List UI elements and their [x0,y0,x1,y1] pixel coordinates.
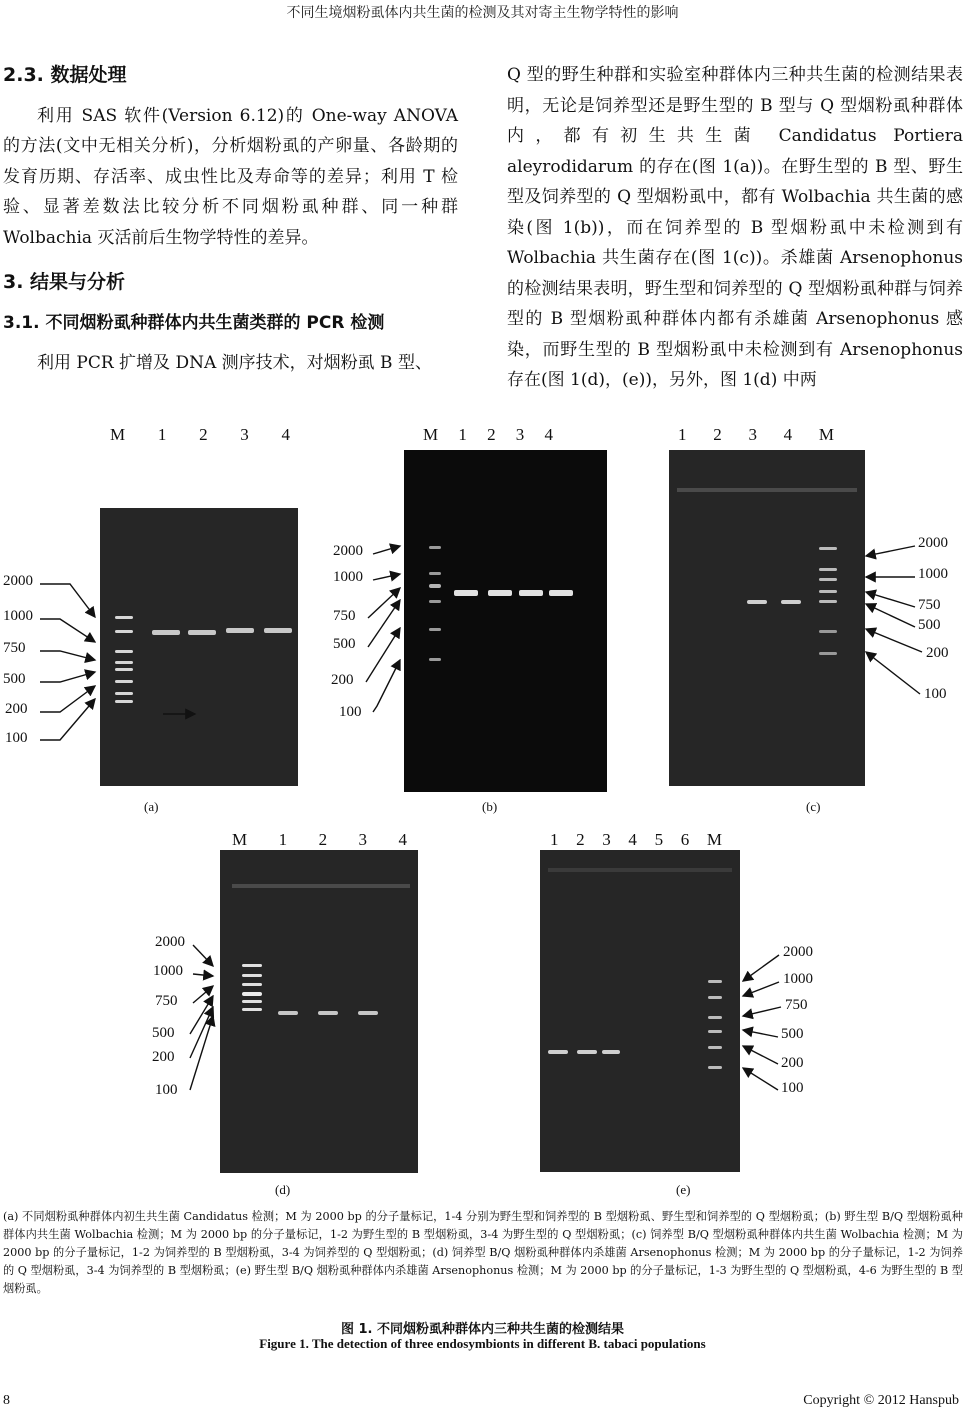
marker-label: 200 [152,1049,175,1065]
marker-label: 500 [333,636,356,652]
marker-label: 200 [331,672,354,688]
marker-label: 500 [918,617,941,633]
marker-label: 1000 [3,608,33,624]
lane-label: 4 [783,425,793,444]
marker-label: 100 [155,1082,178,1098]
figure-title-en: Figure 1. The detection of three endosymbionts in different B. tabaci populations [259,1336,706,1351]
panel-label-e: (e) [676,1182,691,1197]
page-number: 8 [3,1393,10,1408]
marker-label: 750 [155,993,178,1009]
marker-label: 1000 [783,971,813,987]
lane-label: 2 [318,830,328,849]
paragraph-data-processing: 利用 SAS 软件(Version 6.12)的 One-way ANOVA 的方法(文中无相关分析)，分析烟粉虱的产卵量、各龄期的发育历期、存活率、成虫性比及寿命等的差异；利用 T 检验、显著差数法比较分析不同烟粉虱种群、同一种群 Wolbachia 灭活前后生物学特性的差异。 [3,105,458,248]
marker-label: 2000 [3,573,33,589]
lane-label: 4 [628,830,637,849]
panel-label-a: (a) [144,799,159,814]
lane-label: M [818,425,834,444]
lane-label: 1 [550,830,559,849]
lane-label: M [232,830,248,849]
marker-label: 2000 [783,944,813,960]
marker-label: 500 [3,671,26,687]
lane-label: 2 [487,425,496,444]
marker-label: 100 [5,730,28,746]
lane-label: M [706,830,722,849]
marker-label: 1000 [918,566,948,582]
lane-label: 3 [602,830,611,849]
lane-label: 4 [398,830,407,849]
lane-label: 1 [678,425,687,444]
marker-label: 750 [785,997,808,1013]
marker-label: 100 [339,704,362,720]
marker-label: 2000 [333,543,363,559]
figure-caption: (a) 不同烟粉虱种群体内初生共生菌 Candidatus 检测；M 为 2000 bp 的分子量标记，1-4 分别为野生型和饲养型的 B 型烟粉虱、野生型和饲养型的 Q 型烟粉虱；(b) 野生型 B/Q 型烟粉虱种群体内共生菌 Wolbachia 检测；M 为 2000 bp 的分子量标记，1-2 为野生型的 B 型烟粉虱，3-4 为野生型的 Q 型烟粉虱；(c) 饲养型 B/Q 型烟粉虱种群体内共生菌 Wolbachia 检测；M 为 2000 bp 的分子量标记，1-2 为饲养型的 B 型烟粉虱，3-4 为饲养型的 Q 型烟粉虱；(d) 饲养型 B/Q 烟粉虱种群体内杀雄菌 Arsenophonus 检测；M 为 2000 bp 的分子量标记，1-2 为饲养的 Q 型烟粉虱，3-4 为饲养型的 B 型烟粉虱；(e) 野生型 B/Q 烟粉虱种群体内杀雄菌 Arsenophonus 检测；M 为 2000 bp 的分子量标记，1-3 为野生型的 Q 型烟粉虱，4-6 为野生型的 B 型烟粉虱。 [3,1210,963,1295]
lane-label: 4 [281,425,290,444]
marker-label: 200 [926,645,949,661]
panel-label-c: (c) [806,799,821,814]
lane-label: M [110,425,126,444]
marker-label: 500 [152,1025,175,1041]
marker-label: 750 [333,608,356,624]
lane-label: 2 [199,425,208,444]
lane-label: 1 [157,425,167,444]
lane-label: M [423,425,439,444]
paragraph-pcr: 利用 PCR 扩增及 DNA 测序技术，对烟粉虱 B 型、 [37,353,432,373]
marker-label: 2000 [155,934,185,950]
lane-label: 6 [680,830,690,849]
marker-label: 750 [918,597,941,613]
marker-label: 2000 [918,535,948,551]
marker-label: 1000 [333,569,363,585]
lane-label: 3 [515,425,525,444]
lane-label: 3 [748,425,757,444]
marker-label: 200 [781,1055,804,1071]
marker-label: 750 [3,640,26,656]
lane-label: 4 [544,425,553,444]
running-header: 不同生境烟粉虱体内共生菌的检测及其对寄主生物学特性的影响 [286,5,679,21]
copyright: Copyright © 2012 Hanspub [803,1393,959,1408]
lane-label: 1 [278,830,288,849]
lane-label: 3 [358,830,368,849]
paragraph-results: Q 型的野生种群和实验室种群体内三种共生菌的检测结果表明，无论是饲养型还是野生型的 B 型与 Q 型烟粉虱种群体内，都有初生共生菌 Candidatus Portiera aleyrodidarum 的存在(图 1(a))。在野生型的 B 型、野生型及饲养型的 Q 型烟粉虱中，都有 Wolbachia 共生菌的感染(图 1(b))，而在饲养型的 B 型烟粉虱中未检测到有 Wolbachia 共生菌存在(图 1(c))。杀雄菌 Arsenophonus 的检测结果表明，野生型和饲养型的 Q 型烟粉虱种群与饲养型的 B 型烟粉虱种群体内都有杀雄菌 Arsenophonus 感染，而野生型的 B 型烟粉虱中未检测到有 Arsenophonus 存在(图 1(d)，(e))，另外，图 1(d) 中两 [507,65,963,390]
lane-label: 3 [240,425,249,444]
section-heading-3: 3. 结果与分析 [3,271,126,293]
marker-label: 100 [781,1080,804,1096]
panel-label-b: (b) [482,799,498,814]
lane-label: 1 [458,425,467,444]
marker-label: 100 [924,686,947,702]
panel-label-d: (d) [275,1182,291,1197]
lane-label: 2 [576,830,585,849]
marker-label: 1000 [153,963,183,979]
section-heading-3-1: 3.1. 不同烟粉虱种群体内共生菌类群的 PCR 检测 [3,312,385,333]
figure-title-cn: 图 1. 不同烟粉虱种群体内三种共生菌的检测结果 [340,1322,625,1337]
lane-label: 5 [654,830,664,849]
lane-label: 2 [713,425,722,444]
section-heading-2-3: 2.3. 数据处理 [3,64,127,86]
marker-label: 200 [5,701,28,717]
marker-label: 500 [781,1026,804,1042]
